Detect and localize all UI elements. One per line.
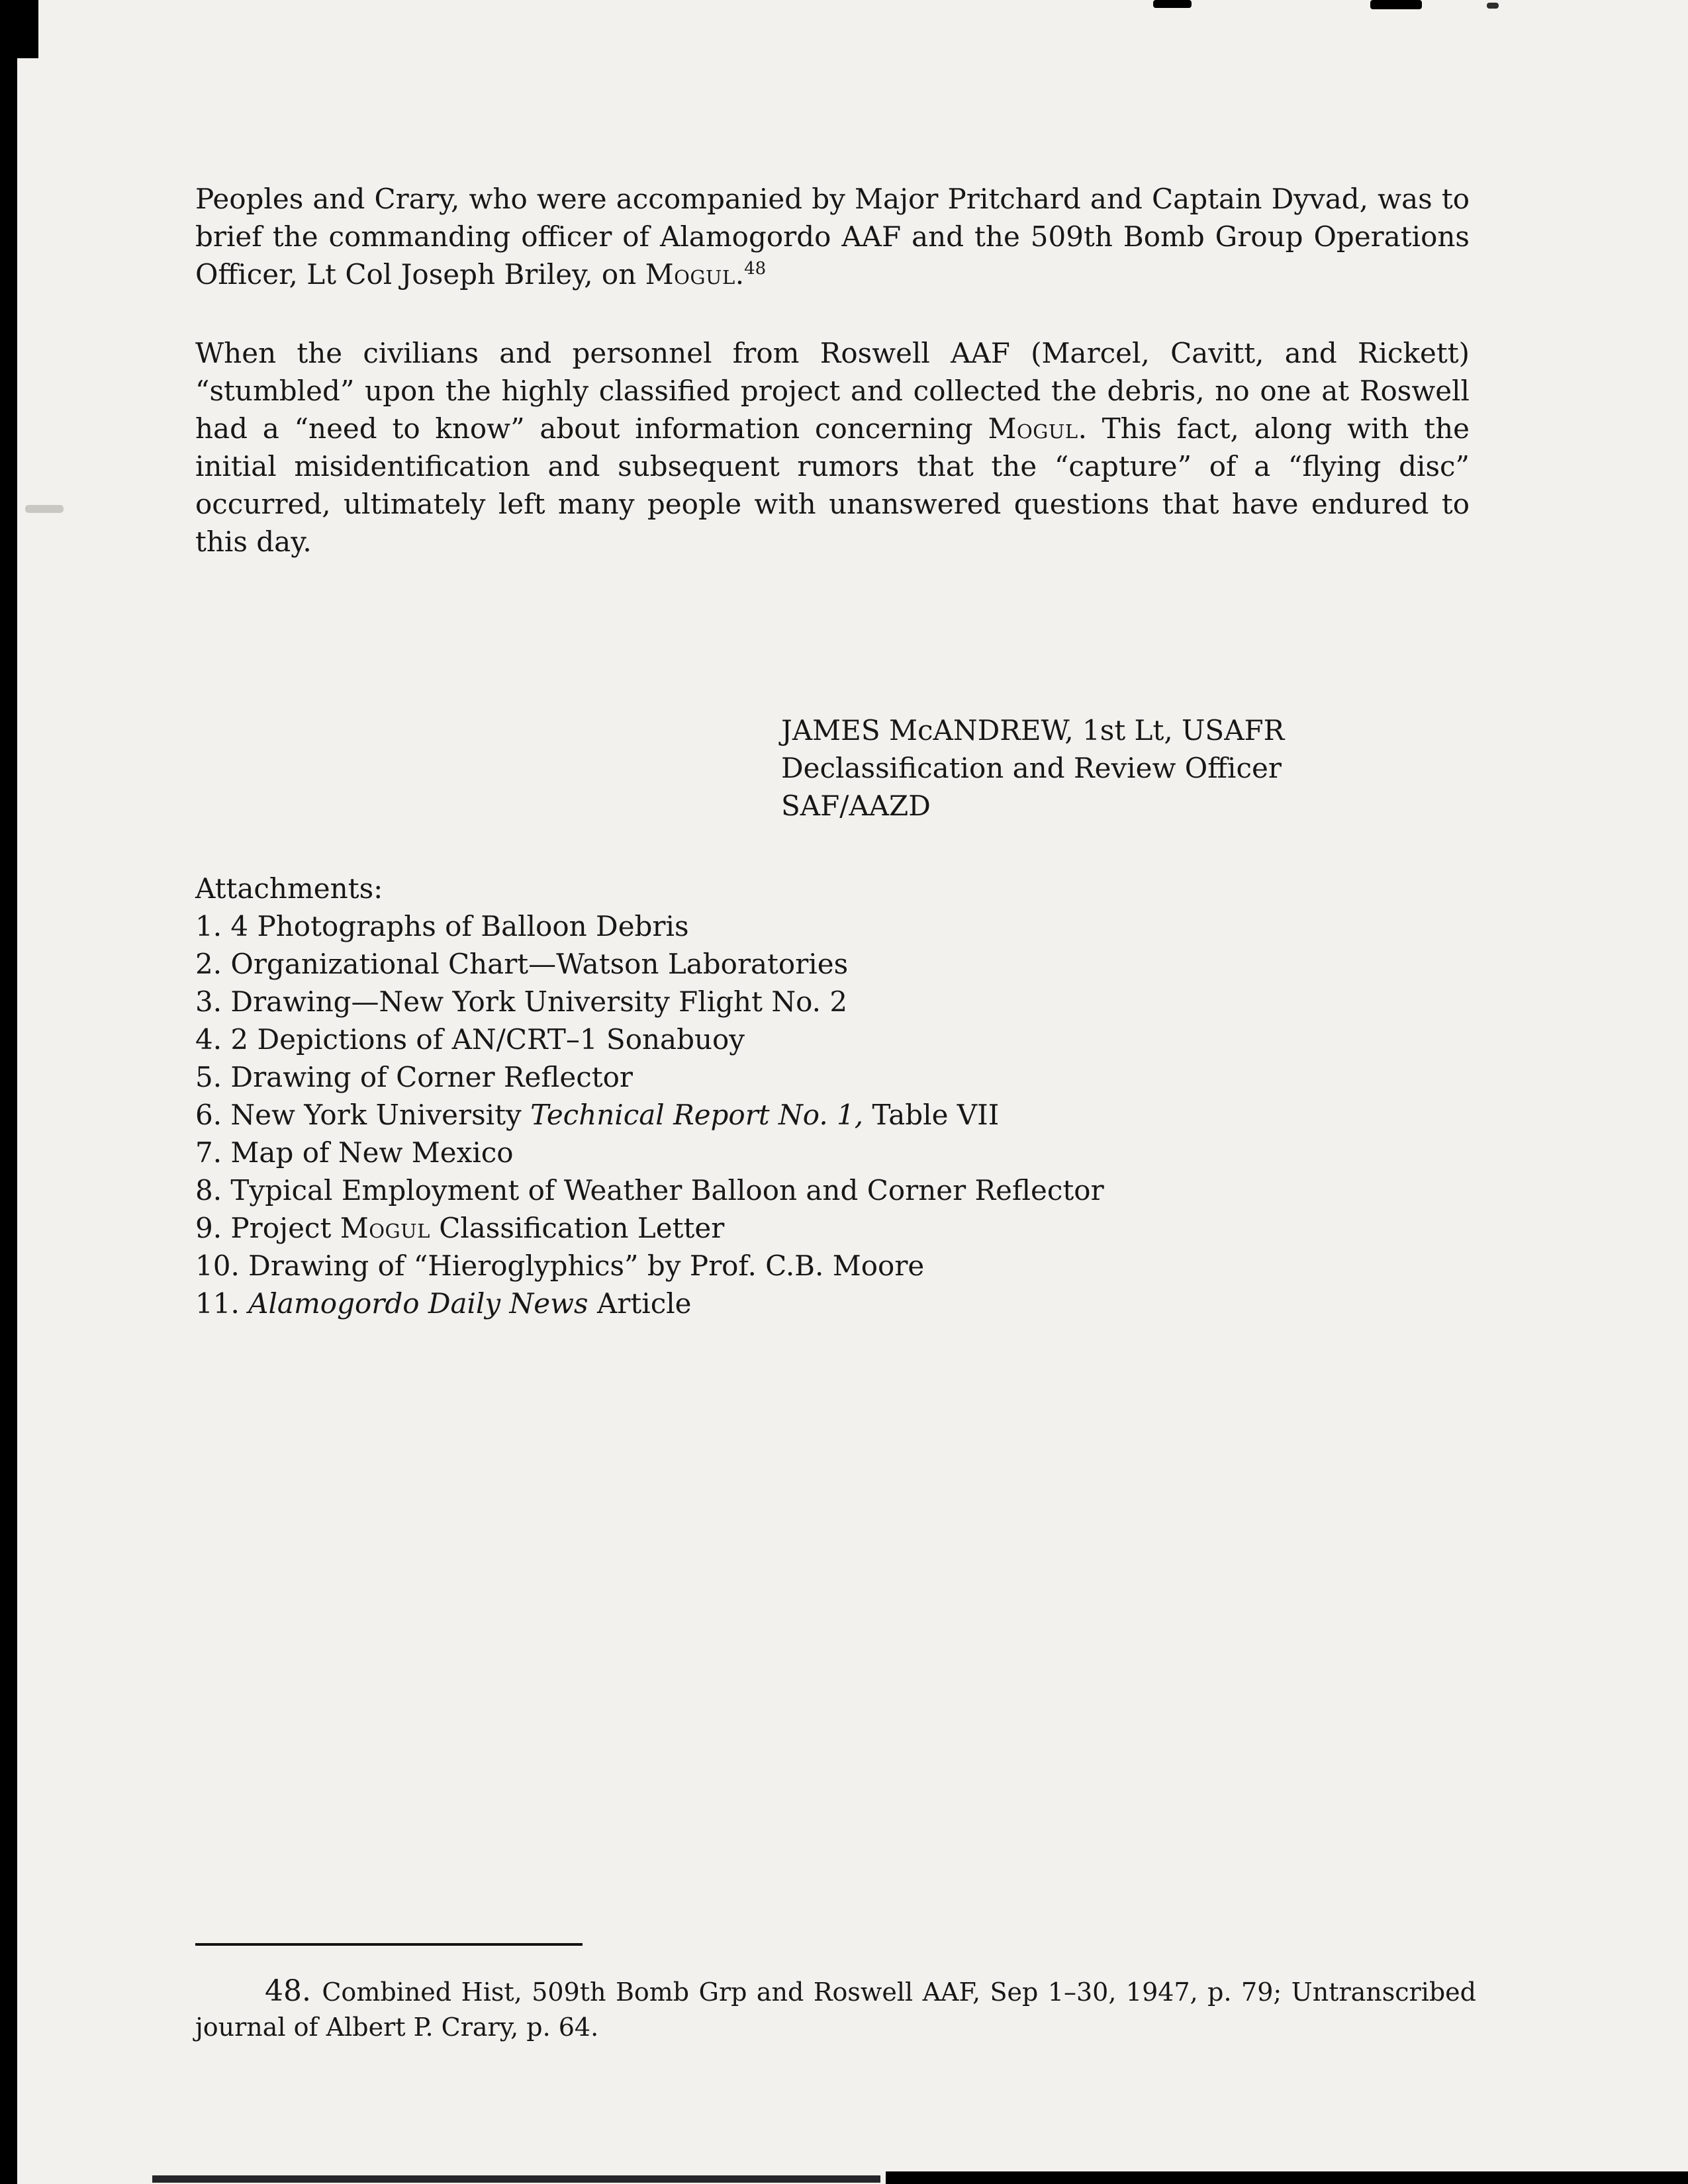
paragraph-briefing: Peoples and Crary, who were accompanied by Major Pritchard and Captain Dyvad, was to brief the commanding officer of Alamogordo AAF and the 509th Bomb Group Operations Officer, Lt Col Joseph Briley, on Mogul.$^{48}$ <box>195 183 1470 291</box>
attachment-item-6: 6. New York University Technical Report No. 1, Table VII <box>195 1099 1000 1131</box>
scan-bottom-bar-right <box>886 2171 1688 2184</box>
signature-name: JAMES McANDREW, 1st Lt, USAFR <box>781 714 1285 747</box>
attachment-item-1: 1. 4 Photographs of Balloon Debris <box>195 910 689 942</box>
scan-edge-left-bar <box>0 0 17 2184</box>
signature-title: Declassification and Review Officer <box>781 752 1282 784</box>
document-body <box>195 180 1470 1322</box>
attachments-section <box>195 870 1470 1322</box>
scan-top-dash-2 <box>1370 0 1422 9</box>
attachment-item-11: 11. Alamogordo Daily News Article <box>195 1287 692 1320</box>
scan-corner-mark <box>0 0 38 58</box>
footnote-rule <box>195 1943 583 1946</box>
signature-block <box>781 711 1470 825</box>
scan-top-dash-1 <box>1153 0 1192 8</box>
attachment-item-5: 5. Drawing of Corner Reflector <box>195 1061 633 1093</box>
scan-left-smudge <box>25 505 64 513</box>
scan-top-dot <box>1487 3 1499 9</box>
attachment-item-3: 3. Drawing—New York University Flight No. 2 <box>195 985 848 1018</box>
paragraph-stumbled: When the civilians and personnel from Roswell AAF (Marcel, Cavitt, and Rickett) “stumbled” upon the highly classified project and collected the debris, no one at Roswell had a “need to know” about information concerning Mogul. This fact, along with the initial misidentification and subsequent rumors that the “capture” of a “flying disc” occurred, ultimately left many people with unanswered questions that have endured to this day. <box>195 337 1470 558</box>
signature-office: SAF/AAZD <box>781 790 931 822</box>
footnote-area <box>195 1943 1476 2045</box>
attachment-item-7: 7. Map of New Mexico <box>195 1136 514 1169</box>
attachment-item-2: 2. Organizational Chart—Watson Laboratories <box>195 948 849 980</box>
attachment-item-9: 9. Project Mogul Classification Letter <box>195 1212 725 1244</box>
attachments-heading: Attachments: <box>195 872 383 905</box>
scan-bottom-bar-left <box>152 2175 880 2183</box>
footnote-48: 48. Combined Hist, 509th Bomb Grp and Roswell AAF, Sep 1–30, 1947, p. 79; Untranscribed journal of Albert P. Crary, p. 64. <box>195 1974 1476 2042</box>
attachment-item-4: 4. 2 Depictions of AN/CRT–1 Sonabuoy <box>195 1023 745 1056</box>
attachment-item-8: 8. Typical Employment of Weather Balloon and Corner Reflector <box>195 1174 1104 1206</box>
attachment-item-10: 10. Drawing of “Hieroglyphics” by Prof. C.B. Moore <box>195 1250 925 1282</box>
